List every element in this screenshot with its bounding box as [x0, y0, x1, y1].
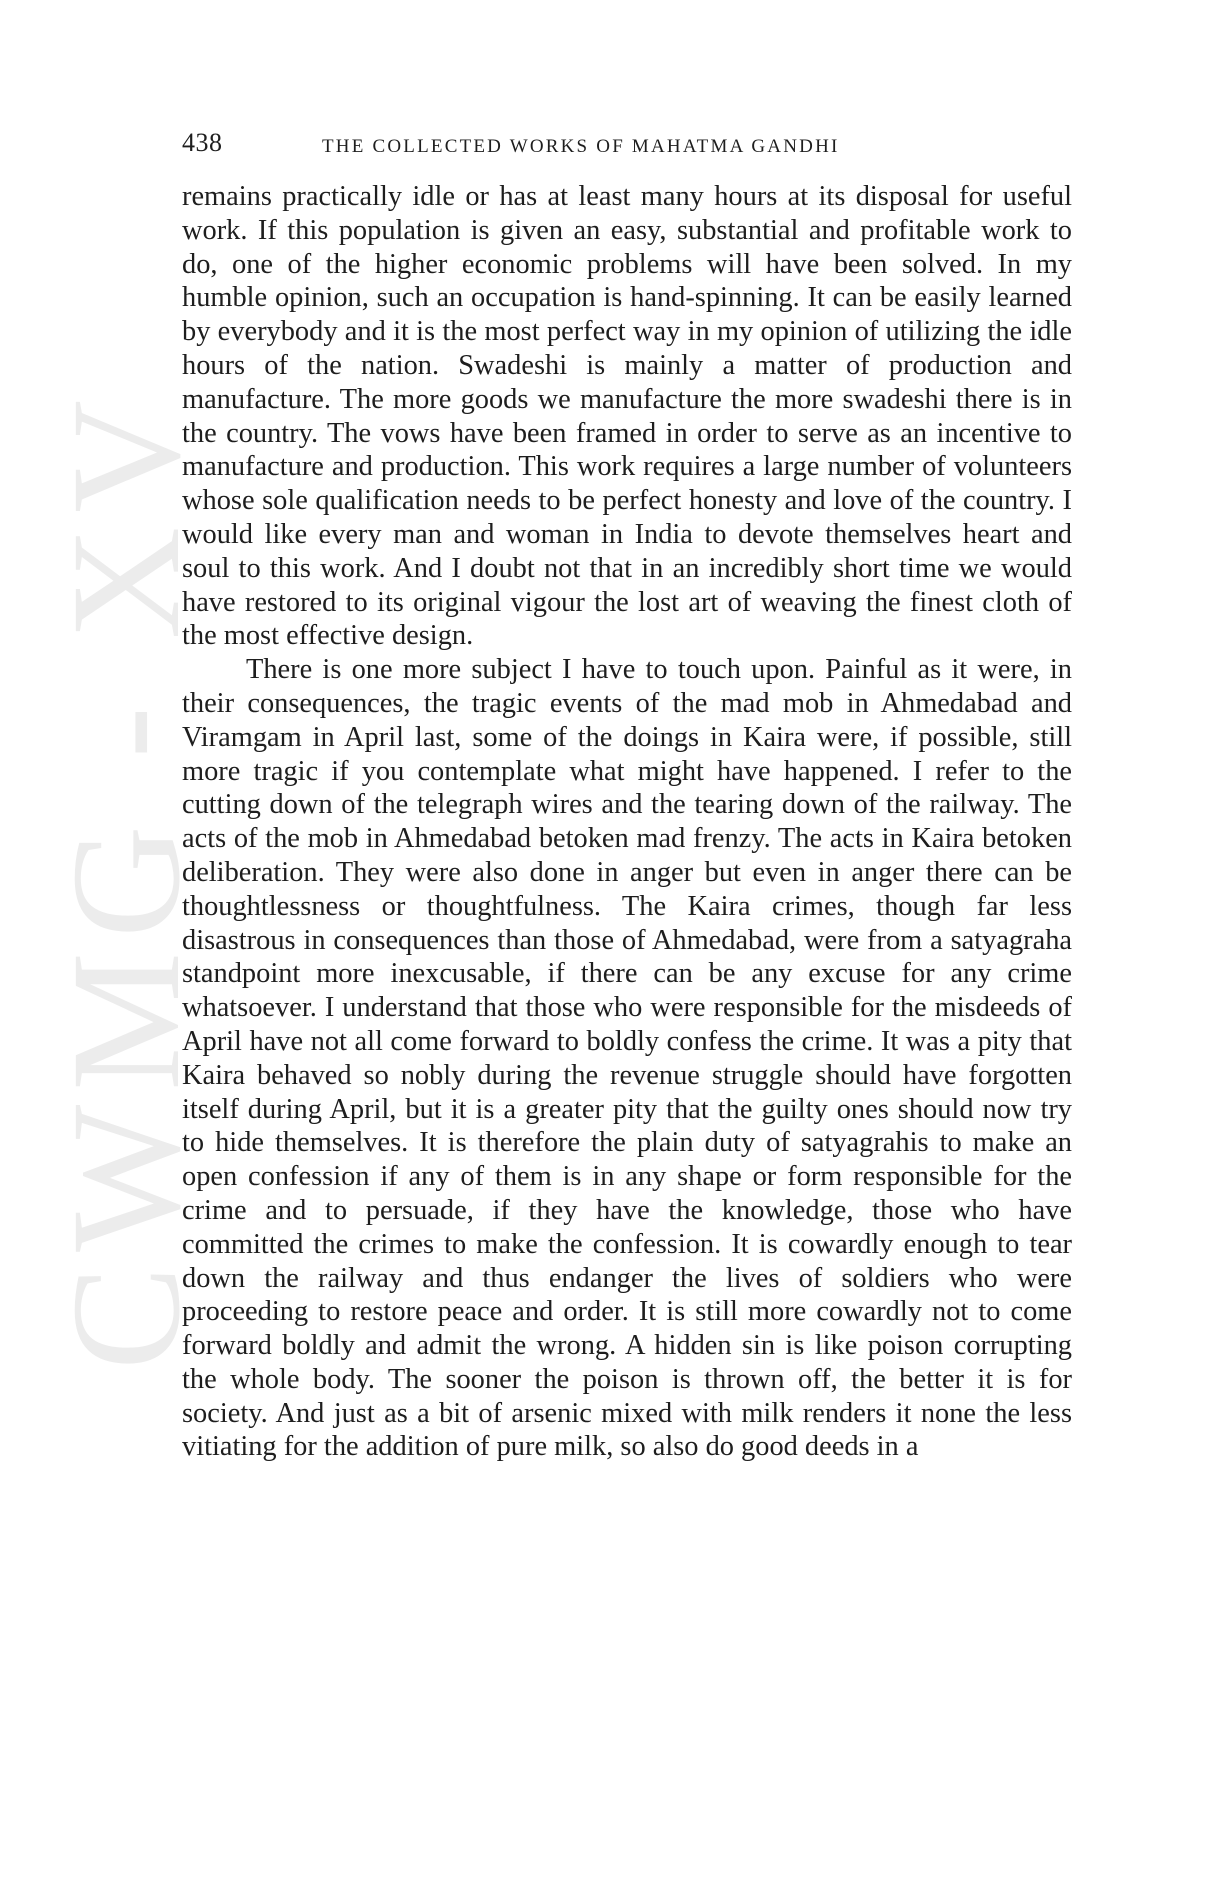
page-number: 438 — [182, 128, 223, 157]
page-header — [182, 128, 1082, 168]
paragraph: There is one more subject I have to touch upon. Painful as it were, in their consequences, the tragic events of the mad mob in Ahmedabad and Viramgam in April last, some of the doings in Kaira were, if possible, still more tragic if you contemplate what might have happened. I refer to the cutting down of the telegraph wires and the tearing down of the railway. The acts of the mob in Ahmedabad betoken mad frenzy. The acts in Kaira betoken deliberation. They were also done in anger but even in anger there can be thoughtlessness or thoughtfulness. The Kaira crimes, though far less disastrous in consequences than those of Ahmedabad, were from a satyagraha standpoint more inexcusable, if there can be any excuse for any crime whatsoever. I understand that those who were responsible for the misdeeds of April have not all come forward to boldly confess the crime. It was a pity that Kaira behaved so nobly during the revenue struggle should have forgotten itself during April, but it is a greater pity that the guilty ones should now try to hide themselves. It is therefore the plain duty of satyagrahis to make an open confession if any of them is in any shape or form responsible for the crime and to persuade, if they have the knowledge, those who have committed the crimes to make the confession. It is cowardly enough to tear down the railway and thus endanger the lives of soldiers who were proceeding to restore peace and order. It is still more cowardly not to come forward boldly and admit the wrong. A hidden sin is like poison corrupting the whole body. The sooner the poison is thrown off, the better it is for society. And just as a bit of arsenic mixed with milk renders it none the less vitiating for the addition of pure milk, so also do good deeds in a — [182, 654, 1072, 1463]
body-text — [182, 180, 1072, 1464]
paragraph-continued: remains practically idle or has at least many hours at its disposal for useful work. If this population is given an easy, substantial and profitable work to do, one of the higher economic problems will have been solved. In my humble opinion, such an occupation is hand-spinning. It can be easily learned by everybody and it is the most perfect way in my opinion of utilizing the idle hours of the nation. Swadeshi is mainly a matter of production and manufacture. The more goods we manufacture the more swadeshi there is in the country. The vows have been framed in order to serve as an incentive to manufacture and production. This work requires a large number of volunteers whose sole qualification needs to be perfect honesty and love of the country. I would like every man and woman in India to devote themselves heart and soul to this work. And I doubt not that in an incredibly short time we would have restored to its original vigour the lost art of weaving the finest cloth of the most effective design. — [182, 181, 1072, 652]
running-title: THE COLLECTED WORKS OF MAHATMA GANDHI — [322, 136, 840, 157]
watermark: CWMG - XV — [39, 386, 212, 1370]
